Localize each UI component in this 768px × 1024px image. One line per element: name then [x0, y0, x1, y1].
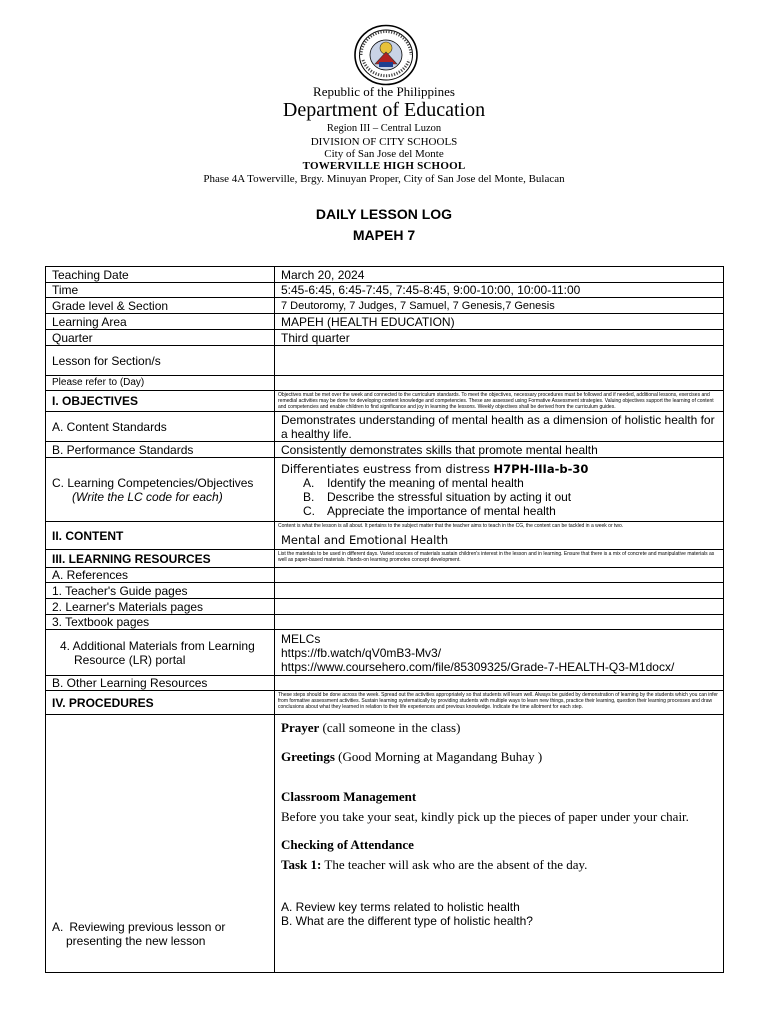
additional-materials-label: 4. Additional Materials from Learning Resource (LR) portal [60, 638, 255, 667]
objective-marker: B. [303, 489, 315, 504]
materials-link[interactable]: https://fb.watch/qV0mB3-Mv3/ [281, 645, 442, 660]
materials-line: MELCs [281, 631, 321, 646]
row-content [46, 522, 724, 550]
content-value: Mental and Emotional Health [281, 533, 449, 547]
tg-pages-label: 1. Teacher's Guide pages [46, 583, 275, 599]
additional-materials-label-cell [46, 630, 275, 676]
republic-line: Republic of the Philippines [313, 84, 455, 99]
content-value-cell [275, 522, 724, 550]
lesson-for-value [275, 346, 724, 376]
objective-text: Describe the stressful situation by acting it out [327, 489, 572, 504]
prayer-title: Prayer [281, 720, 320, 735]
content-standards-label: A. Content Standards [46, 412, 275, 442]
document-title: DAILY LESSON LOG [315, 206, 453, 222]
row-textbook-pages [46, 615, 724, 630]
department-name: Department of Education [282, 99, 486, 121]
row-content-standards [46, 412, 724, 442]
task-line [281, 858, 723, 872]
tg-pages-value [275, 583, 724, 599]
quarter-label: Quarter [46, 330, 275, 346]
learning-resources-note: List the materials to be used in different days. Varied sources of materials sustain children's interest in the lesson and in learning. Ensure that there is a mix of concrete and manipulative materials as well as paper-based materials. Hands-on learning promotes concept development. [275, 550, 724, 568]
task-text: The teacher will ask who are the absent of the day. [324, 857, 588, 872]
review-item-a: A. Review key terms related to holistic health [281, 900, 520, 914]
competency-title-line [281, 462, 723, 476]
row-teaching-date [46, 267, 724, 283]
reviewing-label: Reviewing previous lesson or presenting the new lesson [66, 920, 226, 948]
school-name: TOWERVILLE HIGH SCHOOL [302, 160, 466, 172]
greetings-text: (Good Morning at Magandang Buhay ) [338, 749, 543, 764]
lm-pages-value [275, 599, 724, 615]
objectives-label: I. OBJECTIVES [46, 391, 275, 412]
classroom-management-text: Before you take your seat, kindly pick up the pieces of paper under your chair. [281, 809, 689, 824]
references-value [275, 568, 724, 583]
textbook-pages-value [275, 615, 724, 630]
row-lm-pages [46, 599, 724, 615]
performance-standards-label: B. Performance Standards [46, 442, 275, 458]
attendance-title: Checking of Attendance [281, 837, 414, 852]
refer-day-label: Please refer to (Day) [46, 376, 275, 391]
grade-value: 7 Deutoromy, 7 Judges, 7 Samuel, 7 Genesis,7 Genesis [275, 298, 724, 314]
prayer-text: (call someone in the class) [322, 720, 461, 735]
procedures-note: These steps should be done across the week. Spread out the activities appropriately so that students will learn well. Always be guided by demonstration of learning by the students which you can infer from formative assessment activities. Sustain learning systematically by providing students with multiple ways to learn new things, practice their learning, question their learning processes and draw conclusions about what they learned in relation to their life experiences and previous knowledge. Indicate the time allotment for each step. [275, 691, 724, 715]
other-resources-value [275, 676, 724, 691]
learning-area-label: Learning Area [46, 314, 275, 330]
procedures-label: IV. PROCEDURES [46, 691, 275, 715]
teaching-date-value: March 20, 2024 [275, 267, 724, 283]
objective-item [303, 476, 723, 490]
classroom-management-title: Classroom Management [281, 789, 417, 804]
objective-text: Identify the meaning of mental health [327, 475, 524, 490]
row-objectives [46, 391, 724, 412]
reviewing-content-cell [275, 715, 724, 973]
city-line: City of San Jose del Monte [324, 148, 444, 160]
objective-marker: A. [303, 475, 315, 490]
competencies-label: C. Learning Competencies/Objectives [52, 475, 254, 490]
lm-pages-label: 2. Learner's Materials pages [46, 599, 275, 615]
row-other-resources [46, 676, 724, 691]
school-address: Phase 4A Towerville, Brgy. Minuyan Proper, City of San Jose del Monte, Bulacan [203, 173, 565, 185]
competencies-sublabel: (Write the LC code for each) [72, 489, 223, 504]
row-learning-resources [46, 550, 724, 568]
greetings-title: Greetings [281, 749, 335, 764]
row-competencies [46, 458, 724, 522]
time-label: Time [46, 283, 275, 298]
grade-label: Grade level & Section [46, 298, 275, 314]
learning-resources-label: III. LEARNING RESOURCES [46, 550, 275, 568]
textbook-pages-label: 3. Textbook pages [46, 615, 275, 630]
materials-link[interactable]: https://www.coursehero.com/file/85309325/Grade-7-HEALTH-Q3-M1docx/ [281, 659, 675, 674]
objective-item [303, 504, 723, 518]
content-note: Content is what the lesson is all about. It pertains to the subject matter that the teacher aims to teach in the CG, the content can be tackled in a week or two. [278, 523, 624, 529]
row-procedures [46, 691, 724, 715]
prayer-line [281, 721, 723, 735]
task-title: Task 1: [281, 857, 322, 872]
quarter-value: Third quarter [275, 330, 724, 346]
lesson-log-table [45, 266, 724, 973]
competency-title: Differentiates eustress from distress [281, 461, 490, 476]
content-label: II. CONTENT [46, 522, 275, 550]
content-standards-value: Demonstrates understanding of mental health as a dimension of holistic health for a healthy life. [275, 412, 724, 442]
competency-code: H7PH-IIIa-b-30 [493, 461, 589, 476]
row-refer-day [46, 376, 724, 391]
objective-marker: C. [303, 503, 315, 518]
other-resources-label: B. Other Learning Resources [46, 676, 275, 691]
row-performance-standards [46, 442, 724, 458]
division-line: DIVISION OF CITY SCHOOLS [310, 136, 458, 148]
performance-standards-value: Consistently demonstrates skills that promote mental health [275, 442, 724, 458]
reviewing-label-cell [46, 715, 275, 973]
learning-area-value: MAPEH (HEALTH EDUCATION) [275, 314, 724, 330]
refer-day-value [275, 376, 724, 391]
region-line: Region III – Central Luzon [326, 123, 442, 134]
time-value: 5:45-6:45, 6:45-7:45, 7:45-8:45, 9:00-10:00, 10:00-11:00 [275, 283, 724, 298]
objective-text: Appreciate the importance of mental health [327, 503, 556, 518]
row-reviewing [46, 715, 724, 973]
lesson-for-label: Lesson for Section/s [46, 346, 275, 376]
reviewing-label-line [52, 920, 274, 948]
row-references [46, 568, 724, 583]
objectives-list [281, 476, 723, 518]
competencies-label-cell [46, 458, 275, 522]
row-learning-area [46, 314, 724, 330]
row-grade [46, 298, 724, 314]
row-tg-pages [46, 583, 724, 599]
deped-seal-logo [353, 24, 419, 86]
row-quarter [46, 330, 724, 346]
teaching-date-label: Teaching Date [46, 267, 275, 283]
greetings-line [281, 750, 723, 764]
row-lesson-for [46, 346, 724, 376]
subject-title: MAPEH 7 [352, 227, 416, 243]
objectives-note: Objectives must be met over the week and connected to the curriculum standards. To meet the objectives, necessary procedures must be followed and if needed, additional lessons, exercises and remedial activities may be done for developing content knowledge and competencies. These are assessed using Formative Assessment strategies. Valuing objectives support the learning of content and competencies and enable children to find significance and joy in learning the lessons. Weekly objectives shall be derived from the curriculum guides. [275, 391, 724, 412]
row-time [46, 283, 724, 298]
row-additional-materials [46, 630, 724, 676]
competencies-value-cell [275, 458, 724, 522]
review-item-b: B. What are the different type of holistic health? [281, 914, 533, 928]
reviewing-marker: A. [52, 920, 64, 934]
additional-materials-cell [275, 630, 724, 676]
objective-item [303, 490, 723, 504]
references-label: A. References [46, 568, 275, 583]
